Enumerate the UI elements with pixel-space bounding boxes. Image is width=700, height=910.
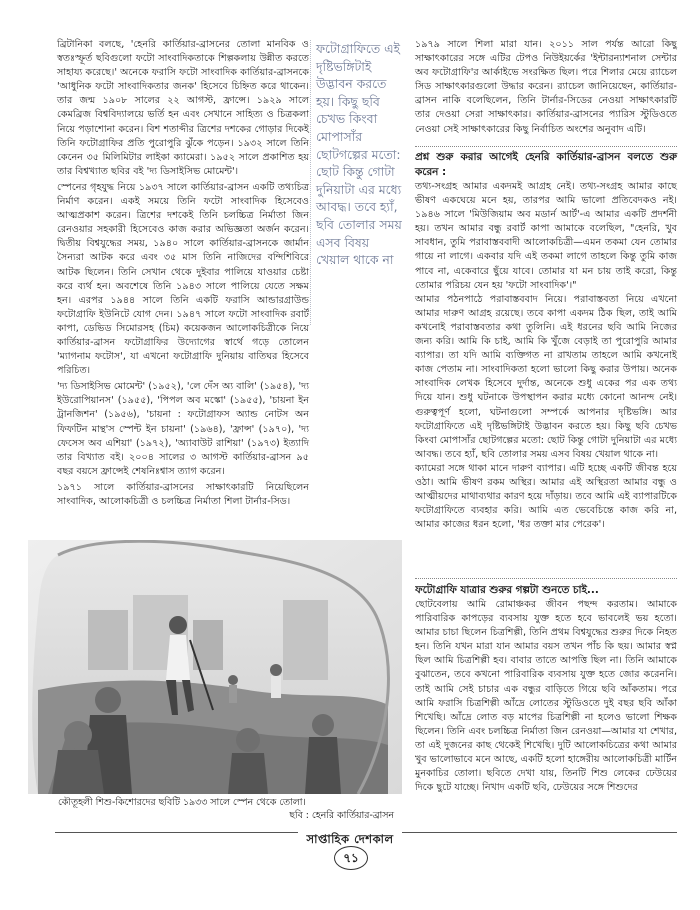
- photo-caption: [58, 796, 394, 822]
- paragraph: ব্রিটানিকা বলছে, 'হেনরি কার্তিয়ার-ব্রাসনের তোলা মানবিক ও স্বতঃস্ফূর্ত ছবিগুলো ফটো সাংবাদিকতাকে শিল্পকলায় উন্নীত করতে সাহায্য করেছে।' অনেকে ফরাসি ফটো সাংবাদিক কার্তিয়ার-ব্রাসনকে 'আধুনিক ফটো সাংবাদিকতার জনক' হিসেবে চিহ্নিত করে থাকেন। তার জন্ম ১৯০৮ সালের ২২ আগস্ট, ফ্রান্সে। ১৯২৯ সালে কেমব্রিজ বিশ্ববিদ্যালয়ে ভর্তি হন এবং সেখানে সাহিত্য ও চিত্রকলা নিয়ে পড়াশোনা করেন। বিশ শতাব্দীর ত্রিশের দশকের গোড়ার দিকেই তিনি ফটোগ্রাফির প্রতি পুরোপুরি ঝুঁকে পড়েন। ১৯৩২ সালে তিনি কেনেন ৩৫ মিলিমিটার লাইকা ক্যামেরা। ১৯৫২ সালে প্রকাশিত হয় তার বিশ্বখ্যাত ছবির বই 'দ্য ডিসাইসিভ মোমেন্ট'।: [57, 39, 309, 177]
- paragraph: 'দ্য ডিসাইসিভ মোমেন্ট' (১৯৫২), 'লে দেঁস অ্য বালি' (১৯৫৪), 'দ্য ইউরোপিয়ানস' (১৯৫৫), 'পিপল অব মস্কো' (১৯৫৫), 'চায়না ইন ট্রানজিশন' (১৯৫৬), 'চায়না : ফটোগ্রাফস অ্যান্ড নোটস অন ফিফটিন মান্থ'স স্পেন্ট ইন চায়না' (১৯৬৪), 'ফ্রান্স' (১৯৭০), 'দ্য ফেসেস অব এশিয়া' (১৯৭২), 'অ্যাবাউট রাশিয়া' (১৯৭৩) ইত্যাদি তার বিখ্যাত বই। ২০০৪ সালের ৩ আগস্ট কার্তিয়ার-ব্রাসন ৯৫ বছর বয়সে ফ্রান্সেই শেষনিঃশ্বাস ত্যাগ করেন।: [57, 381, 309, 477]
- left-column: [57, 38, 309, 511]
- photo-children-spain: [28, 540, 402, 794]
- section-divider: [415, 146, 677, 147]
- pull-quote: ফটোগ্রাফিতে এই দৃষ্টিভঙ্গিটাই উদ্ভাবন করতে হয়। কিছু ছবি চেখভ কিংবা মোপাসাঁর ছোটগল্পের মতো: ছোট কিন্তু গোটা দুনিয়াটা এর মধ্যে আবদ্ধ। তবে হ্যাঁ, ছবি তোলার সময় এসব বিষয় খেয়াল থাকে না: [316, 41, 402, 268]
- section-divider: [415, 578, 677, 579]
- paragraph: স্পেনের গৃহযুদ্ধ নিয়ে ১৯৩৭ সালে কার্তিয়ার-ব্রাসন একটি তথ্যচিত্র নির্মাণ করেন। একই সময়ে তিনি ফটো সাংবাদিক হিসেবেও আত্মপ্রকাশ করেন। ত্রিশের দশকেই তিনি চলচ্চিত্র নির্মাতা জিন রেনওয়ার সহকারী হিসেবেও কাজ করার অভিজ্ঞতা অর্জন করেন। দ্বিতীয় বিশ্বযুদ্ধের সময়, ১৯৪০ সালে কার্তিয়ার-ব্রাসনকে জার্মান সৈন্যরা আটক করে এবং ৩৫ মাস তিনি নাজিদের বন্দিশিবিরে আটক ছিলেন। তিনি সেখান থেকে দুইবার পালিয়ে যাওয়ার চেষ্টা করে ব্যর্থ হন। অবশেষে তিনি ১৯৪৩ সালে পালিয়ে যেতে সক্ষম হন। এরপর ১৯৪৪ সালে তিনি একটি ফরাসি আন্ডারগ্রাউন্ড ফটোগ্রাফি ইউনিটে যোগ দেন। ১৯৪৭ সালে ফটো সাংবাদিক রবার্ট কাপা, ডেভিড সিমোরসহ (চিম) কয়েকজন আলোকচিত্রীকে নিয়ে কার্তিয়ার-ব্রাসন ফটোগ্রাফির উদ্যোগের স্বার্থে গড়ে তোলেন 'ম্যাগনাম ফটোস', যা এখনো ফটোগ্রাফি দুনিয়ায় বাতিঘর হিসেবে পরিচিত।: [57, 181, 309, 377]
- photo-credit: ছবি : হেনরি কার্তিয়ার-ব্রাসন: [289, 810, 394, 821]
- section-heading: ফটোগ্রাফি যাত্রার শুরুর গল্পটা শুনতে চাই...: [415, 584, 599, 596]
- paragraph: ১৯৭৯ সালে শিলা মারা যান। ২০১১ সাল পর্যন্ত আরো কিছু সাক্ষাৎকারের সঙ্গে এটির টেপও নিউইয়র্কের 'ইন্টারন্যাশনাল সেন্টার অব ফটোগ্রাফি'র আর্কাইভে সংরক্ষিত ছিল। পরে শিলার মেয়ে র‍্যাচেল সিড সাক্ষাৎকারগুলো উদ্ধার করেন। র‍্যাচেল জানিয়েছেন, কার্তিয়ার-ব্রাসন নাকি বলেছিলেন, তিনি টার্নার-সিডের নেওয়া সাক্ষাৎকারটি তার দেওয়া সেরা সাক্ষাৎকার। কার্তিয়ার-ব্রাসনের প্যারিস স্টুডিওতে নেওয়া সেই সাক্ষাৎকারের কিছু নির্বাচিত অংশের অনুবাদ এটি।: [415, 39, 677, 135]
- paragraph: তথ্য-সংগ্রহ আমার একদমই আগ্রহ নেই। তথ্য-সংগ্রহ আমার কাছে ভীষণ একঘেয়ে মনে হয়, তারপর আমি ভালো প্রতিবেদকও নই। ১৯৪৬ সালে 'মিউজিয়াম অব মডার্ন আর্ট'-এ আমার একটি প্রদর্শনী হয়। তখন আমার বন্ধু রবার্ট কাপা আমাকে বলেছিল, "হেনরি, খুব সাবধান, তুমি পরাবাস্তববাদী আলোকচিত্রী—এমন তকমা যেন তোমার গায়ে না লাগে। একবার যদি এই তকমা লাগে তাহলে কিন্তু তুমি কাজ পাবে না, একেবারে ছুঁয়ে যাবে। তোমার যা মন চায় তাই করো, কিন্তু তোমার পরিচয় যেন হয় 'ফটো সাংবাদিক'।": [415, 181, 677, 291]
- paragraph: ক্যামেরা সঙ্গে থাকা মানে দারুণ ব্যাপার। এটি হচ্ছে একটি জীবন্ত হয়ে ওঠা। আমি ভীষণ রকম অস্থির। আমার এই অস্থিরতা আমার বন্ধু ও আত্মীয়দের মাথাব্যথার কারণ হয়ে দাঁড়ায়। তবে আমি এই ব্যাপারটিকে ফটোগ্রাফিতে ব্যবহার করি। আমি এত ভেবেচিন্তে কাজ করি না, আমার কাজের ধরন হলো, 'ধর তক্তা মার পেরেক'।: [415, 462, 677, 531]
- paragraph: আমার পঠনপাঠে পরাবাস্তববাদ নিয়ে। পরাবাস্তবতা নিয়ে এখনো আমার দারুণ আগ্রহ রয়েছে। তবে কাপা একদম ঠিক ছিল, তাই আমি কখনোই পরাবাস্তবতার কথা তুলিনি। এই ধরনের ছবি আমি নিজের জন্য করি। আমি কি চাই, আমি কি খুঁজে বেড়াই তা পুরোপুরি আমার ব্যাপার। তা যদি আমি ব্যক্তিগত না রাখতাম তাহলে আমি কখনোই কাজ পেতাম না। সাংবাদিকতা হলো ভালো কিছু করার উপায়। অনেক সাংবাদিক লেখক হিসেবে দুর্দান্ত, অনেকে শুধু একের পর এক তথ্য দিয়ে যান। শুধু ঘটনাকে উপস্থাপন করার মধ্যে কোনো আনন্দ নেই। গুরুত্বপূর্ণ হলো, ঘটনাগুলো সম্পর্কে আপনার দৃষ্টিভঙ্গি। আর ফটোগ্রাফিতে এই দৃষ্টিভঙ্গিটাই উদ্ভাবন করতে হয়। কিছু ছবি চেখভ কিংবা মোপাসাঁর ছোটগল্পের মতো: ছোট কিন্তু গোটা দুনিয়াটা এর মধ্যে আবদ্ধ। তবে হ্যাঁ, ছবি তোলার সময় এসব বিষয় খেয়াল থাকে না।: [415, 293, 677, 460]
- intro-paragraph-block: [415, 38, 677, 137]
- childhood-block: [415, 583, 677, 818]
- paragraph: ছোটবেলায় আমি রোমাঞ্চকর জীবন পছন্দ করতাম। আমাকে পারিবারিক কাপড়ের ব্যবসায় যুক্ত হতে হবে ভাবলেই ভয় হতো। আমার চাচা ছিলেন চিত্রশিল্পী, তিনি প্রথম বিশ্বযুদ্ধের শুরুর দিকে নিহত হন। তিনি যখন মারা যান আমার বয়স তখন পাঁচ কি ছয়। আমার স্বপ্ন ছিল আমি চিত্রশিল্পী হব। বাবার তাতে আপত্তি ছিল না। তিনি আমাকে বুঝাতেন, তবে কখনো পারিবারিক ব্যবসায় যুক্ত হতে জোর করেননি। তাই আমি সেই চাচার এক বন্ধুর বাড়িতে গিয়ে ছবি আঁকতাম। পরে আমি ফরাসি চিত্রশিল্পী আঁদ্রে লোতের স্টুডিওতে দুই বছর ছবি আঁকা শিখেছি। আঁদ্রে লোত বড় মাপের চিত্রশিল্পী না হলেও ভালো শিক্ষক ছিলেন। তিনি এবং চলচ্চিত্র নির্মাতা জিন রেনওয়া—আমার যা শেখার, তা এই দুজনের কাছ থেকেই শিখেছি। দুটি আলোকচিত্রের কথা আমার খুব ভালোভাবে মনে আছে, একটি হলো হাঙ্গেরীয় আলোকচিত্রী মার্টিন মুনকাচির তোলা। ছবিতে দেখা যায়, তিনটি শিশু লেকের ঢেউয়ের দিকে ছুটে যাচ্ছে। নিখাদ একটি ছবি, ঢেউয়ের সঙ্গে শিশুদের: [415, 599, 677, 794]
- paragraph: ১৯৭১ সালে কার্তিয়ার-ব্রাসনের সাক্ষাৎকারটি নিয়েছিলেন সাংবাদিক, আলোকচিত্রী ও চলচ্চিত্র নির্মাতা শিলা টার্নার-সিড।: [57, 481, 309, 507]
- interview-block: [415, 150, 677, 532]
- pull-quote-divider: [310, 40, 312, 325]
- question-heading: প্রশ্ন শুরু করার আগেই হেনরি কার্তিয়ার-ব্রাসন বলতে শুরু করেন :: [415, 151, 677, 178]
- page-number: ৭১: [334, 846, 368, 870]
- caption-text: কৌতূহলী শিশু-কিশোরদের ছবিটি ১৯৩৩ সালে স্পেন থেকে তোলা।: [58, 797, 306, 808]
- publication-title-text: সাপ্তাহিক দেশকাল: [298, 832, 401, 846]
